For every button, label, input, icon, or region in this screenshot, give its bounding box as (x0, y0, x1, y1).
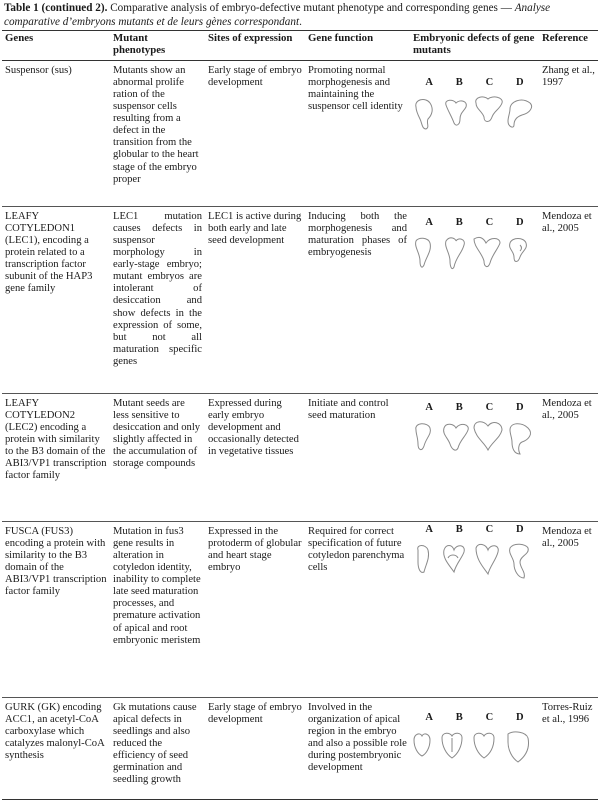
embryo-label-b: B (455, 711, 463, 723)
table-row (2, 60, 598, 206)
embryo-label-a: A (425, 523, 433, 535)
function-cell: Involved in the organization of apical region in the embryo and also a possible role during postembryonic development (305, 697, 410, 799)
site-cell: LEC1 is active during both early and late seed development (205, 206, 305, 393)
embryo-outline-a (416, 99, 432, 128)
embryo-outline-c (476, 544, 498, 574)
gene-cell: LEAFY COTYLEDON2 (LEC2) encoding a protein with similarity to the B3 domain of the ABI3/VP1 transcription factor family (2, 393, 110, 521)
embryo-label-a: A (425, 711, 433, 723)
phenotype-cell: Mutant seeds are less sensitive to desiccation and only slightly affected in the accumulation of storage compounds (110, 393, 205, 521)
embryo-cell (410, 393, 539, 521)
embryo-label-b: B (455, 216, 463, 228)
embryo-label-d: D (515, 711, 524, 723)
header-row (2, 31, 598, 61)
table-row (2, 697, 598, 799)
embryo-outline-c (474, 733, 494, 758)
embryo-outline-c (474, 237, 500, 266)
embryo-label-a: A (425, 76, 433, 88)
gene-cell: GURK (GK) encoding ACC1, an acetyl-CoA carboxylase which catalyzes malonyl-CoA synthesis (2, 697, 110, 799)
gene-table (2, 30, 598, 800)
header-genes: Genes (2, 31, 110, 61)
embryo-drawing (410, 728, 539, 772)
embryo-outline-b (446, 238, 465, 269)
embryo-outline-d (510, 424, 530, 454)
reference-cell: Mendoza et al., 2005 (539, 206, 598, 393)
embryo-outline-b (442, 733, 462, 758)
embryo-outline-b (444, 545, 465, 572)
function-cell: Initiate and control seed maturation (305, 393, 410, 521)
embryo-drawing (410, 418, 539, 462)
table-row (2, 521, 598, 697)
embryo-outline-d (510, 238, 527, 261)
embryo-letters (410, 77, 539, 89)
embryo-letters (410, 402, 539, 414)
embryo-outline-a (414, 734, 430, 756)
embryo-label-b: B (455, 401, 463, 413)
site-cell: Expressed during early embryo development and occasionally detected in vegetative tissues (205, 393, 305, 521)
embryo-label-d: D (515, 216, 524, 228)
embryo-label-a: A (425, 401, 433, 413)
embryo-outline-c (474, 422, 502, 450)
reference-cell: Torres-Ruiz et al., 1996 (539, 697, 598, 799)
embryo-letters (410, 712, 539, 724)
function-cell: Inducing both the morphogenesis and maturation phases of embryogenesis (305, 206, 410, 393)
embryo-outline-d (508, 100, 532, 127)
embryo-outline-d (510, 544, 529, 578)
embryo-letters (410, 524, 539, 536)
table-row (2, 393, 598, 521)
embryo-cell (410, 60, 539, 206)
reference-cell: Mendoza et al., 2005 (539, 521, 598, 697)
embryo-label-c: C (485, 401, 494, 413)
embryo-drawing (410, 540, 539, 584)
embryo-label-c: C (485, 711, 494, 723)
caption-english: Comparative analysis of embryo-defective mutant phenotype and corresponding genes — (107, 2, 515, 14)
embryo-outline-a (416, 238, 431, 267)
site-cell: Early stage of embryo development (205, 60, 305, 206)
header-reference: Reference (539, 31, 598, 61)
embryo-outline-d (508, 732, 529, 762)
embryo-label-d: D (515, 401, 524, 413)
header-phenotypes: Mutant phenotypes (110, 31, 205, 61)
reference-cell: Zhang et al., 1997 (539, 60, 598, 206)
site-cell: Early stage of embryo development (205, 697, 305, 799)
embryo-letters (410, 217, 539, 229)
phenotype-cell: LEC1 mutation causes defects in suspensor morphology in early-stage embryo; mutant embryos are intolerant of desiccation and show defects in the expression of some, but not all maturation specific genes (110, 206, 205, 393)
embryo-cell (410, 697, 539, 799)
site-cell: Expressed in the protoderm of globular and heart stage embryo (205, 521, 305, 697)
embryo-cell (410, 206, 539, 393)
embryo-outline-a (416, 424, 431, 450)
gene-cell: LEAFY COTYLEDON1 (LEC1), encoding a protein related to a transcription factor subunit of the HAP3 gene family (2, 206, 110, 393)
embryo-drawing (410, 233, 539, 277)
table-caption (4, 2, 596, 29)
gene-cell: Suspensor (sus) (2, 60, 110, 206)
phenotype-cell: Mutation in fus3 gene results in alteration in cotyledon identity, inability to complete late seed maturation processes, and premature activation of apical and root embryonic meristem (110, 521, 205, 697)
embryo-outline-c (476, 97, 502, 122)
caption-label: Table 1 (continued 2). (4, 2, 108, 14)
embryo-outline-a (418, 545, 429, 572)
table-row (2, 206, 598, 393)
embryo-label-a: A (425, 216, 433, 228)
embryo-label-c: C (485, 76, 494, 88)
header-sites: Sites of expression (205, 31, 305, 61)
embryo-label-c: C (485, 216, 494, 228)
embryo-label-d: D (515, 523, 524, 535)
embryo-label-d: D (515, 76, 524, 88)
embryo-drawing (410, 93, 539, 137)
embryo-cell (410, 521, 539, 697)
embryo-label-b: B (455, 523, 463, 535)
phenotype-cell: Mutants show an abnormal prolife ration of the suspensor cells resulting from a defect in the transition from the globular to the heart stage of the embryo proper (110, 60, 205, 206)
embryo-label-b: B (455, 76, 463, 88)
gene-cell: FUSCA (FUS3) encoding a protein with similarity to the B3 domain of the ABI3/VP1 transcription factor family (2, 521, 110, 697)
function-cell: Required for correct specification of future cotyledon parenchyma cells (305, 521, 410, 697)
caption-french: Analyse comparative d’embryons mutants et de leurs gènes correspondant (4, 2, 551, 28)
caption-end: . (299, 15, 302, 28)
embryo-label-c: C (485, 523, 494, 535)
header-defects: Embryonic defects of gene mutants (410, 31, 539, 61)
phenotype-cell: Gk mutations cause apical defects in seedlings and also reduced the efficiency of seed germination and seedling growth (110, 697, 205, 799)
function-cell: Promoting normal morphogenesis and maintaining the suspensor cell identity (305, 60, 410, 206)
embryo-outline-b (446, 100, 467, 125)
header-function: Gene function (305, 31, 410, 61)
reference-cell: Mendoza et al., 2005 (539, 393, 598, 521)
embryo-outline-b (444, 424, 469, 450)
